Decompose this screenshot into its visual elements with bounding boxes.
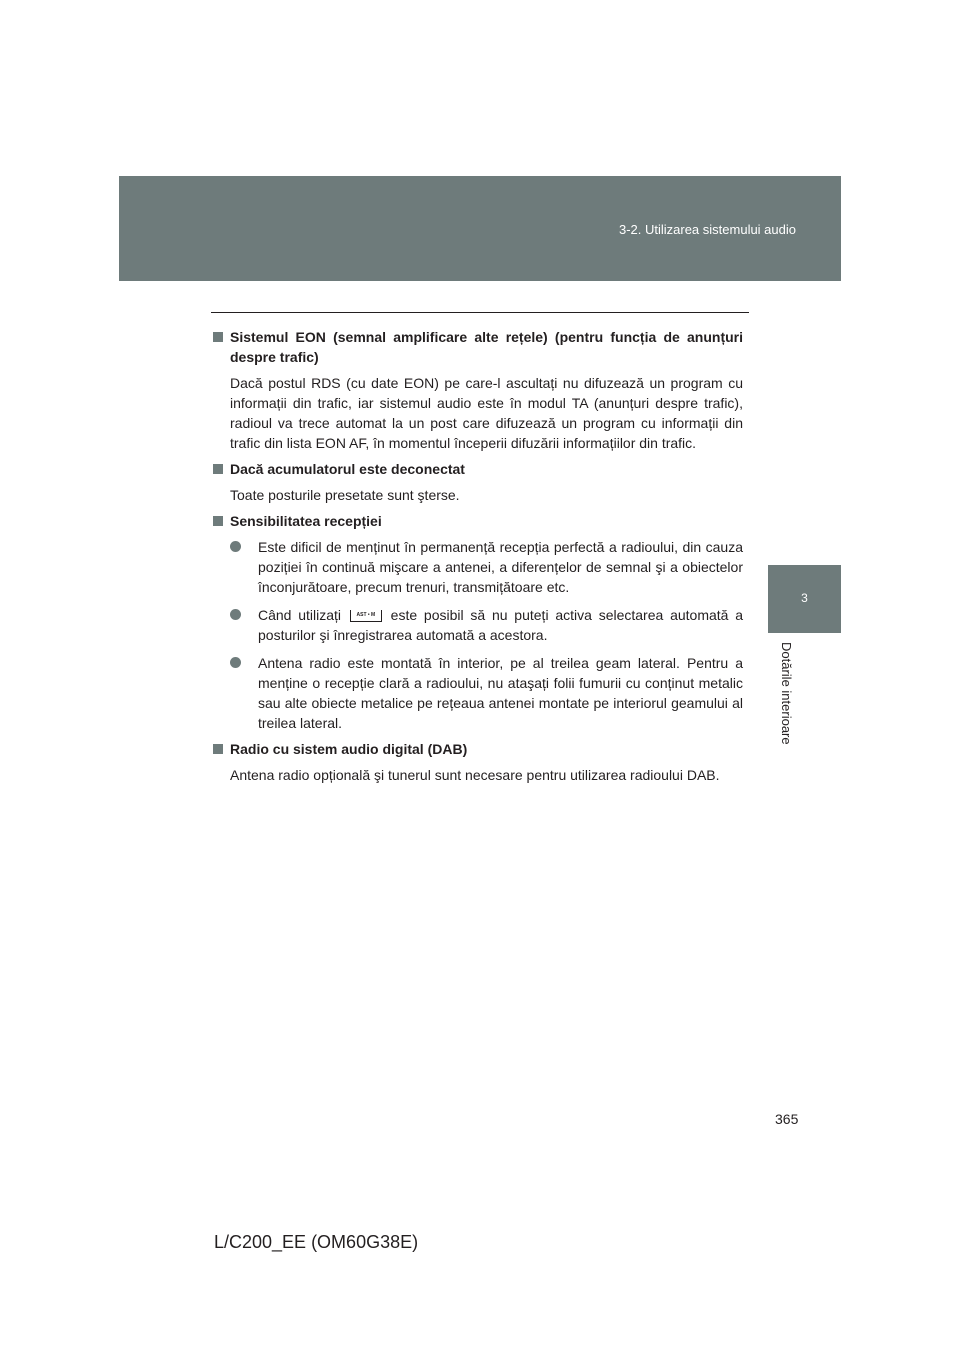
ast-m-button-label: AST • M: [356, 612, 376, 619]
heading-text: Dacă acumulatorul este deconectat: [230, 461, 465, 477]
chapter-label-text: Dotările interioare: [779, 642, 794, 745]
ast-m-button-icon: [350, 610, 382, 622]
bullet-item: [230, 653, 743, 733]
circle-bullet-icon: [230, 541, 241, 552]
page-content: [213, 327, 743, 791]
square-bullet-icon: [213, 332, 223, 342]
heading-text: Sensibilitatea recepției: [230, 513, 382, 529]
bullet-text: Este dificil de menținut în permanență recepția perfectă a radioului, din cauza poziției în continuă mişcare a antenei, a diferențelor de semnal şi a obiectelor înconjurătoare, precum trenuri, transmițătoare etc.: [258, 539, 743, 595]
page-number: 365: [775, 1111, 799, 1127]
chapter-tab: [768, 565, 841, 633]
chapter-label: [779, 642, 804, 760]
bullet-item-ast: [230, 605, 743, 645]
bullet-item: [230, 537, 743, 597]
square-bullet-icon: [213, 464, 223, 474]
circle-bullet-icon: [230, 609, 241, 620]
section-heading-battery: [213, 459, 743, 479]
bullet-text: Antena radio este montată în interior, pe al treilea geam lateral. Pentru a menține o recepție clară a radioului, nu ataşați folii fumurii cu conținut metalic sau alte obiecte metalice pe rețeaua antenei montate pe interiorul geamului al treilea lateral.: [258, 655, 743, 731]
bullet-text-after: este posibil să nu puteți activa selectarea automată a posturilor şi înregistrarea automată a acestora.: [258, 607, 744, 643]
header-band: [119, 176, 841, 281]
bullet-text-before: Când utilizați: [258, 607, 342, 623]
square-bullet-icon: [213, 744, 223, 754]
circle-bullet-icon: [230, 657, 241, 668]
paragraph-battery: Toate posturile presetate sunt şterse.: [230, 487, 460, 503]
section-heading-eon: [213, 327, 743, 367]
top-rule: [211, 312, 749, 313]
heading-text: Sistemul EON (semnal amplificare alte rețele) (pentru funcția de anunțuri despre trafic): [230, 329, 743, 365]
section-heading-reception: [213, 511, 743, 531]
model-code: L/C200_EE (OM60G38E): [214, 1232, 419, 1252]
section-title: 3-2. Utilizarea sistemului audio: [618, 222, 796, 237]
paragraph-dab: Antena radio opțională şi tunerul sunt necesare pentru utilizarea radioului DAB.: [230, 767, 720, 783]
section-heading-dab: [213, 739, 743, 759]
square-bullet-icon: [213, 516, 223, 526]
heading-text: Radio cu sistem audio digital (DAB): [230, 741, 468, 757]
paragraph-eon: Dacă postul RDS (cu date EON) pe care-l ascultați nu difuzează un program cu informații din trafic, iar sistemul audio este în modul TA (anunțuri despre trafic), radioul va trece automat la un post care difuzează un program cu informații din trafic din lista EON AF, în momentul începerii difuzării informațiilor din trafic.: [230, 375, 743, 451]
chapter-number: 3: [801, 591, 808, 605]
